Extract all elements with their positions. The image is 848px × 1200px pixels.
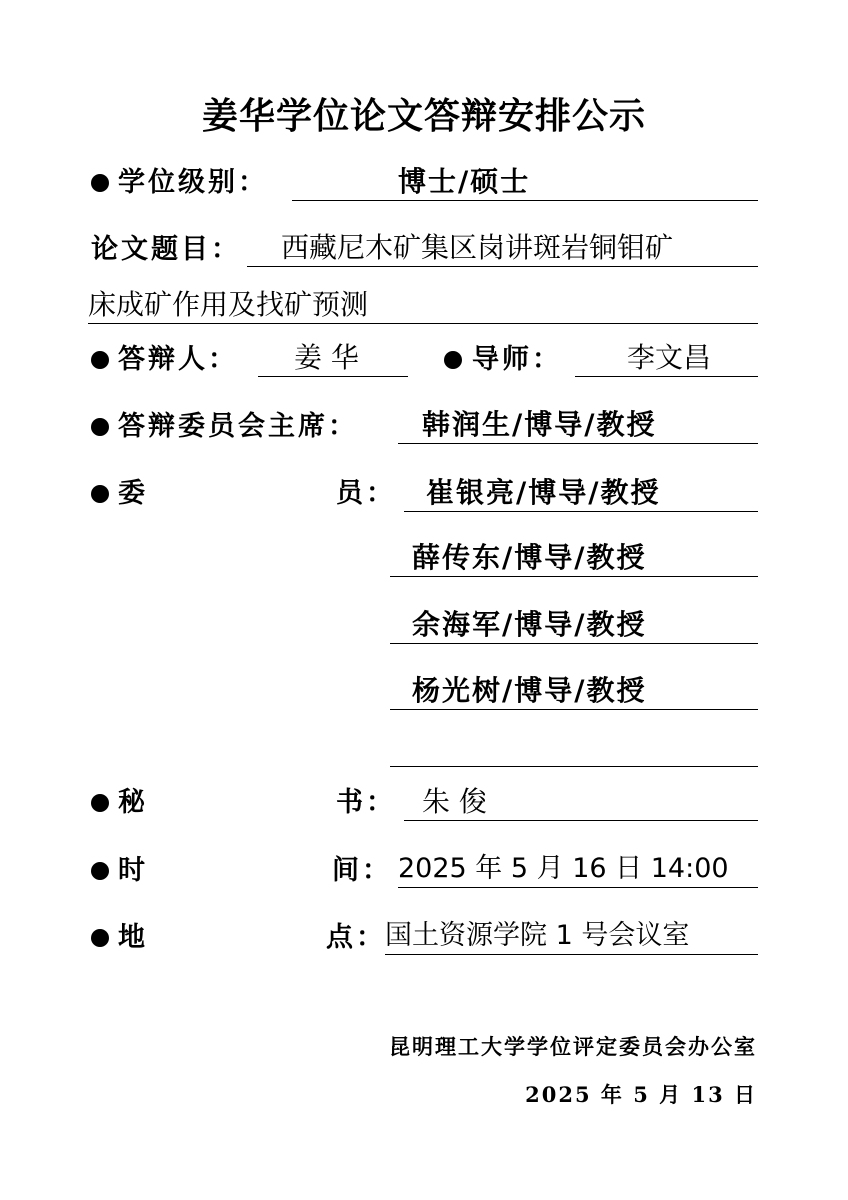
member-name: 薛传东/博导/教授 [412,541,647,574]
degree-label: 学位级别： [118,167,268,198]
member-line-empty [390,732,758,767]
members-label-right: 员： [336,478,396,509]
member-line-2 [390,542,758,577]
member-line-3 [390,609,758,644]
issuer: 昆明理工大学学位评定委员会办公室 [389,1034,757,1059]
advisor-value: 李文昌 [627,341,712,374]
bullet-icon [91,862,109,880]
time-value: 2025 年 5 月 16 日 14:00 [398,853,729,884]
bullet-icon [91,485,109,503]
secretary-label-left: 秘 [118,787,148,818]
member-name: 崔银亮/博导/教授 [426,476,661,509]
secretary-value: 朱 俊 [422,785,487,818]
members-label-left: 委 [118,478,148,509]
place-value: 国土资源学院 1 号会议室 [385,920,690,951]
degree-value: 博士/硕士 [398,165,531,198]
chair-field [398,409,758,444]
defender-value: 姜 华 [294,341,359,374]
time-label-left: 时 [118,855,148,886]
bullet-icon [91,794,109,812]
time-label-right: 间： [332,855,392,886]
thesis-title-part-2: 床成矿作用及找矿预测 [88,288,369,321]
bullet-icon [444,351,462,369]
thesis-title-part-1: 西藏尼木矿集区岗讲斑岩铜钼矿 [281,231,674,264]
place-label-left: 地 [118,922,148,953]
bullet-icon [91,418,109,436]
advisor-field [575,342,758,377]
bullet-icon [91,351,109,369]
advisor-label: 导师： [472,344,562,375]
secretary-field [404,786,758,821]
thesis-label: 论文题目： [91,234,241,265]
thesis-line-2 [88,288,758,324]
place-label-right: 点： [326,922,386,953]
time-field [398,853,758,888]
page-title: 姜华学位论文答辩安排公示 [201,96,646,137]
thesis-line-1 [247,232,758,267]
degree-field [292,166,758,201]
member-line-1 [404,477,758,512]
bullet-icon [91,929,109,947]
bullet-icon [91,174,109,192]
chair-value: 韩润生/博导/教授 [422,408,657,441]
chair-label: 答辩委员会主席： [118,411,358,442]
defender-label: 答辩人： [118,344,238,375]
member-name: 余海军/博导/教授 [412,608,647,641]
member-name: 杨光树/博导/教授 [412,674,647,707]
member-line-4 [390,675,758,710]
defender-field [258,342,408,377]
secretary-label-right: 书： [336,787,396,818]
issue-date: 2025 年 5 月 13 日 [525,1082,757,1107]
place-field [385,920,758,955]
